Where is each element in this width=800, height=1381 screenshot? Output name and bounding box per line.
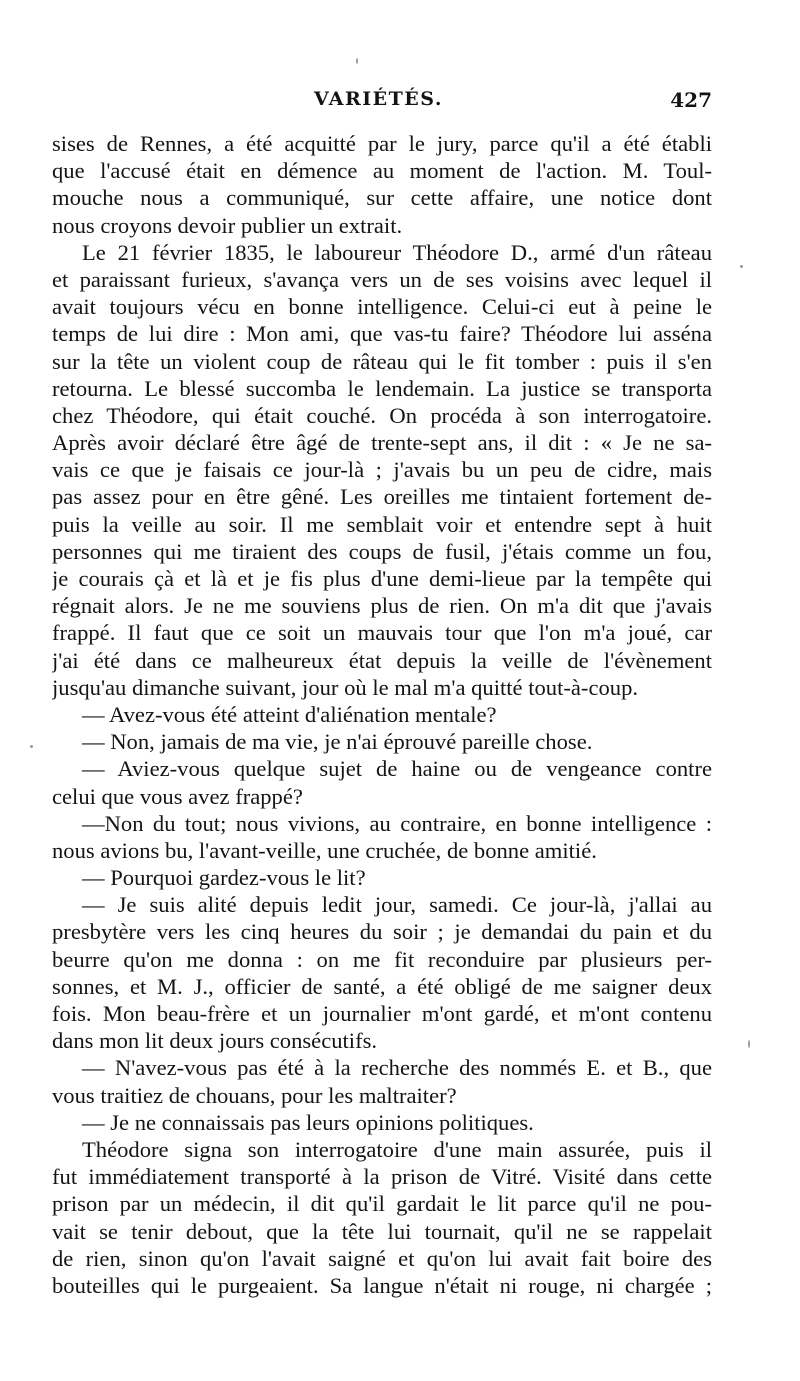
text-line: retourna. Le blessé succomba le lendemain. La justice se transporta bbox=[52, 375, 712, 401]
text-line: personnes qui me tiraient des coups de fusil, j'étais comme un fou, bbox=[52, 538, 712, 564]
text-line: temps de lui dire : Mon ami, que vas-tu faire? Théodore lui asséna bbox=[52, 321, 712, 347]
text-line: celui que vous avez frappé? bbox=[52, 783, 303, 809]
text-line: vait se tenir debout, que la tête lui tournait, qu'il ne se rappelait bbox=[52, 1218, 712, 1244]
text-line: bouteilles qui le purgeaient. Sa langue n'était ni rouge, ni chargée ; bbox=[52, 1272, 712, 1298]
paper-speck bbox=[748, 1040, 750, 1048]
text-line: — Avez-vous été atteint d'aliénation mentale? bbox=[82, 701, 497, 727]
page-number: 427 bbox=[670, 88, 712, 112]
text-line: Le 21 février 1835, le laboureur Théodore D., armé d'un râteau bbox=[82, 239, 712, 265]
text-line: jusqu'au dimanche suivant, jour où le mal m'a quitté tout-à-coup. bbox=[52, 674, 639, 700]
text-line: vous traitiez de chouans, pour les maltraiter? bbox=[52, 1082, 457, 1108]
text-line: presbytère vers les cinq heures du soir ; je demandai du pain et du bbox=[52, 919, 712, 945]
text-line: — N'avez-vous pas été à la recherche des nommés E. et B., que bbox=[82, 1055, 712, 1081]
text-line: frappé. Il faut que ce soit un mauvais tour que l'on m'a joué, car bbox=[52, 620, 712, 646]
text-line: mouche nous a communiqué, sur cette affaire, une notice dont bbox=[52, 185, 712, 211]
text-line: que l'accusé était en démence au moment de l'action. M. Toul- bbox=[52, 158, 712, 184]
text-line: — Pourquoi gardez-vous le lit? bbox=[82, 865, 366, 891]
text-line: sur la tête un violent coup de râteau qui le fit tomber : puis il s'en bbox=[52, 348, 712, 374]
body-text bbox=[52, 130, 712, 1299]
text-line: — Aviez-vous quelque sujet de haine ou de vengeance contre bbox=[82, 756, 712, 782]
text-line: puis la veille au soir. Il me semblait voir et entendre sept à huit bbox=[52, 511, 712, 537]
text-line: prison par un médecin, il dit qu'il gardait le lit parce qu'il ne pou- bbox=[52, 1191, 712, 1217]
text-line: — Je suis alité depuis ledit jour, samedi. Ce jour-là, j'allai au bbox=[82, 892, 712, 918]
text-line: beurre qu'on me donna : on me fit reconduire par plusieurs per- bbox=[52, 946, 712, 972]
text-line: — Non, jamais de ma vie, je n'ai éprouvé pareille chose. bbox=[82, 729, 593, 755]
text-line: régnait alors. Je ne me souviens plus de rien. On m'a dit que j'avais bbox=[52, 593, 712, 619]
text-line: et paraissant furieux, s'avança vers un de ses voisins avec lequel il bbox=[52, 266, 712, 292]
text-line: nous avions bu, l'avant-veille, une cruchée, de bonne amitié. bbox=[52, 837, 597, 863]
text-line: pas assez pour en être gêné. Les oreilles me tintaient fortement de- bbox=[52, 484, 712, 510]
paper-speck bbox=[356, 58, 358, 64]
text-line: je courais çà et là et je fis plus d'une demi-lieue par la tempête qui bbox=[52, 566, 712, 591]
text-line: j'ai été dans ce malheureux état depuis la veille de l'évènement bbox=[52, 647, 712, 673]
text-line: —Non du tout; nous vivions, au contraire, en bonne intelligence : bbox=[82, 810, 712, 836]
page-header bbox=[52, 88, 712, 120]
paper-speck bbox=[740, 265, 743, 268]
text-line: sonnes, et M. J., officier de santé, a été obligé de me saigner deux bbox=[52, 973, 712, 999]
text-line: nous croyons devoir publier un extrait. bbox=[52, 212, 403, 238]
text-line: fut immédiatement transporté à la prison de Vitré. Visité dans cette bbox=[52, 1164, 712, 1190]
text-line: de rien, sinon qu'on l'avait saigné et qu'on lui avait fait boire des bbox=[52, 1245, 712, 1271]
text-line: dans mon lit deux jours consécutifs. bbox=[52, 1028, 378, 1054]
text-line: fois. Mon beau-frère et un journalier m'ont gardé, et m'ont contenu bbox=[52, 1001, 712, 1026]
text-line: — Je ne connaissais pas leurs opinions politiques. bbox=[82, 1109, 534, 1135]
text-line: sises de Rennes, a été acquitté par le jury, parce qu'il a été établi bbox=[52, 131, 712, 156]
text-line: avait toujours vécu en bonne intelligence. Celui-ci eut à peine le bbox=[52, 294, 712, 320]
text-line: Après avoir déclaré être âgé de trente-sept ans, il dit : « Je ne sa- bbox=[52, 430, 712, 456]
text-line: Théodore signa son interrogatoire d'une main assurée, puis il bbox=[82, 1136, 712, 1162]
text-line: chez Théodore, qui était couché. On procéda à son interrogatoire. bbox=[52, 402, 712, 428]
text-line: vais ce que je faisais ce jour-là ; j'avais bu un peu de cidre, mais bbox=[52, 457, 712, 483]
running-title: VARIÉTÉS. bbox=[314, 88, 443, 110]
paper-speck bbox=[30, 745, 33, 748]
